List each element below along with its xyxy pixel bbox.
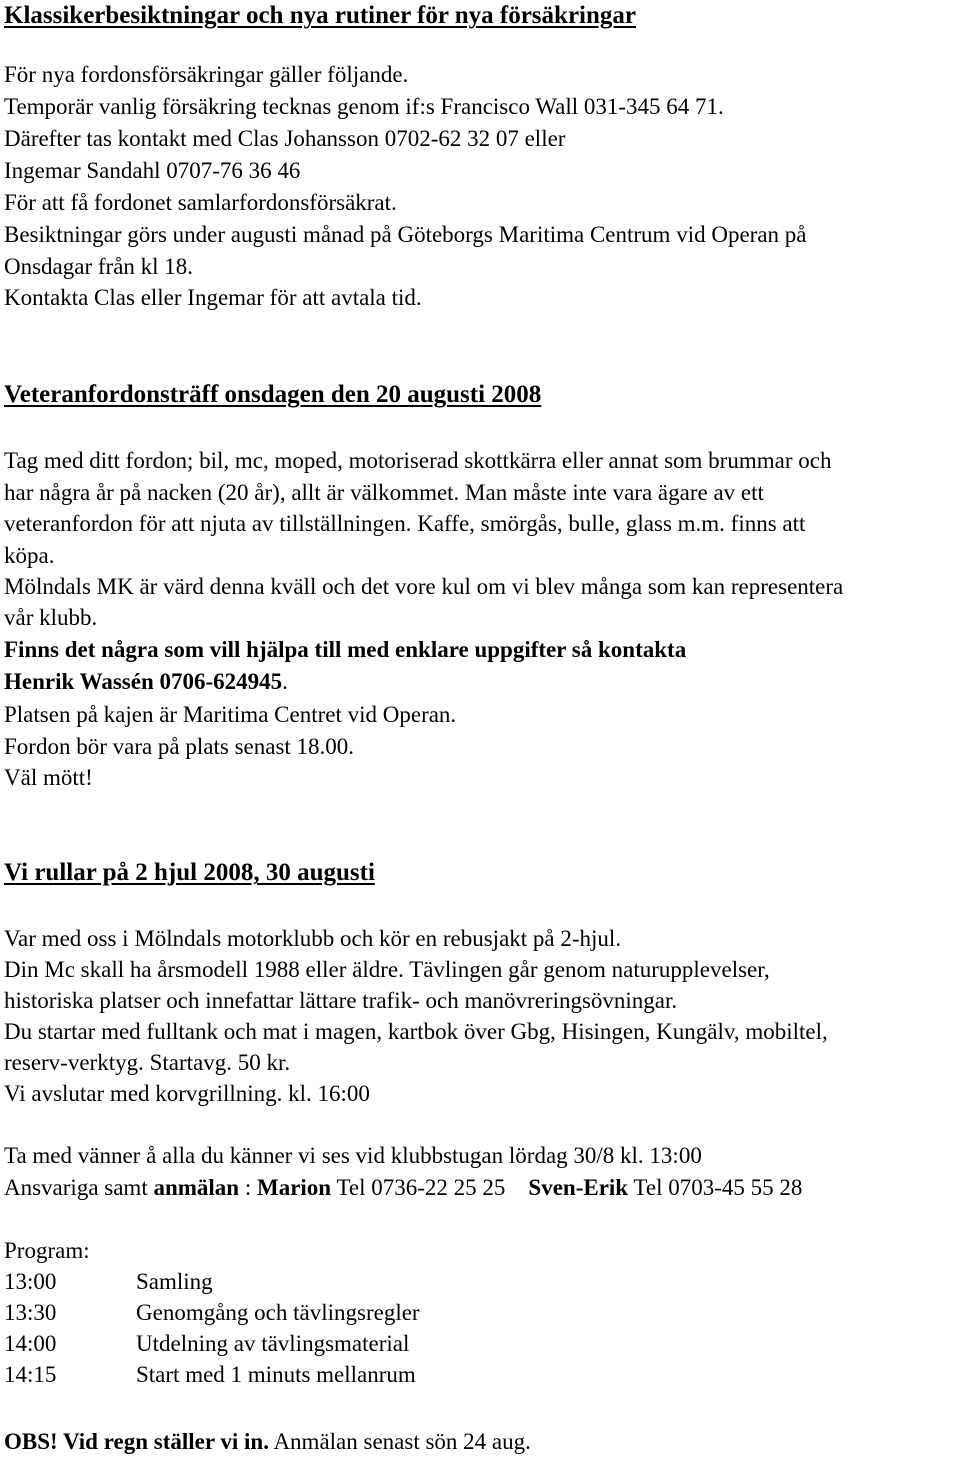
section2-line: Tag med ditt fordon; bil, mc, moped, motoriserad skottkärra eller annat som brummar och: [4, 448, 832, 473]
contact-name-marion: Marion: [257, 1175, 332, 1200]
section1-line: Kontakta Clas eller Ingemar för att avtala tid.: [4, 285, 422, 310]
section1-line: Därefter tas kontakt med Clas Johansson 0702-62 32 07 eller: [4, 126, 566, 151]
helper-contact-name: Henrik Wassén 0706-624945: [4, 669, 283, 694]
section2-line: Mölndals MK är värd denna kväll och det vore kul om vi blev många som kan representera: [4, 574, 844, 599]
section1-line: Temporär vanlig försäkring tecknas genom if:s Francisco Wall 031-345 64 71.: [4, 94, 724, 119]
section3-title: Vi rullar på 2 hjul 2008, 30 augusti: [4, 859, 375, 886]
invite-line: Ta med vänner å alla du känner vi ses vid klubbstugan lördag 30/8 kl. 13:00: [4, 1143, 702, 1168]
registration-deadline: Anmälan senast sön 24 aug.: [268, 1429, 531, 1454]
program-item: [4, 1328, 409, 1359]
obs-notice: OBS! Vid regn ställer vi in.: [4, 1429, 269, 1454]
program-time: 14:15: [4, 1362, 57, 1387]
program-time: 14:00: [4, 1331, 57, 1356]
program-item: [4, 1297, 420, 1328]
contact-tel-sven-erik: Tel 0703-45 55 28: [628, 1175, 803, 1200]
section2-title: Veteranfordonsträff onsdagen den 20 augusti 2008: [4, 381, 542, 408]
program-time: 13:30: [4, 1300, 57, 1325]
section3-line: Du startar med fulltank och mat i magen, kartbok över Gbg, Hisingen, Kungälv, mobiltel,: [4, 1019, 828, 1044]
contact-name-sven-erik: Sven-Erik: [528, 1175, 629, 1200]
section1-line: För nya fordonsförsäkringar gäller följande.: [4, 62, 409, 87]
section3-line: reserv-verktyg. Startavg. 50 kr.: [4, 1050, 291, 1075]
section2-closing-line: Väl mött!: [4, 765, 93, 790]
program-item: [4, 1359, 416, 1390]
section1-line: Besiktningar görs under augusti månad på Göteborgs Maritima Centrum vid Operan på: [4, 222, 807, 247]
section3-line: Vi avslutar med korvgrillning. kl. 16:00: [4, 1081, 370, 1106]
section1-title: Klassikerbesiktningar och nya rutiner för nya försäkringar: [4, 2, 636, 29]
anmalan-label: anmälan: [153, 1175, 240, 1200]
section2-line: veteranfordon för att njuta av tillställningen. Kaffe, smörgås, bulle, glass m.m. finns att: [4, 511, 806, 536]
section1-line: Ingemar Sandahl 0707-76 36 46: [4, 158, 301, 183]
program-label: Program:: [4, 1238, 90, 1263]
contacts-colon: :: [239, 1175, 257, 1200]
section2-closing-line: Fordon bör vara på plats senast 18.00.: [4, 734, 355, 759]
program-text: Utdelning av tävlingsmaterial: [136, 1331, 410, 1356]
section2-closing-line: Platsen på kajen är Maritima Centret vid Operan.: [4, 702, 457, 727]
helper-contact-period: .: [282, 669, 288, 694]
program-item: [4, 1266, 213, 1297]
section2-line: köpa.: [4, 543, 55, 568]
program-text: Genomgång och tävlingsregler: [136, 1300, 420, 1325]
program-text: Start med 1 minuts mellanrum: [136, 1362, 416, 1387]
section3-line: Var med oss i Mölndals motorklubb och kör en rebusjakt på 2-hjul.: [4, 926, 622, 951]
section3-line: historiska platser och innefattar lättare trafik- och manövreringsövningar.: [4, 988, 678, 1013]
program-time: 13:00: [4, 1269, 57, 1294]
contact-tel-marion: Tel 0736-22 25 25: [331, 1175, 529, 1200]
section1-line: För att få fordonet samlarfordonsförsäkrat.: [4, 190, 397, 215]
obs-line: [4, 1426, 531, 1457]
contacts-line: [4, 1172, 802, 1203]
section3-line: Din Mc skall ha årsmodell 1988 eller äldre. Tävlingen går genom naturupplevelser,: [4, 957, 770, 982]
section2-line: har några år på nacken (20 år), allt är välkommet. Man måste inte vara ägare av ett: [4, 480, 764, 505]
helper-contact-line: [4, 666, 288, 697]
section1-line: Onsdagar från kl 18.: [4, 254, 194, 279]
contacts-prefix: Ansvariga samt: [4, 1175, 154, 1200]
helper-request-line: Finns det några som vill hjälpa till med enklare uppgifter så kontakta: [4, 637, 687, 662]
program-text: Samling: [136, 1269, 213, 1294]
section2-line: vår klubb.: [4, 605, 98, 630]
